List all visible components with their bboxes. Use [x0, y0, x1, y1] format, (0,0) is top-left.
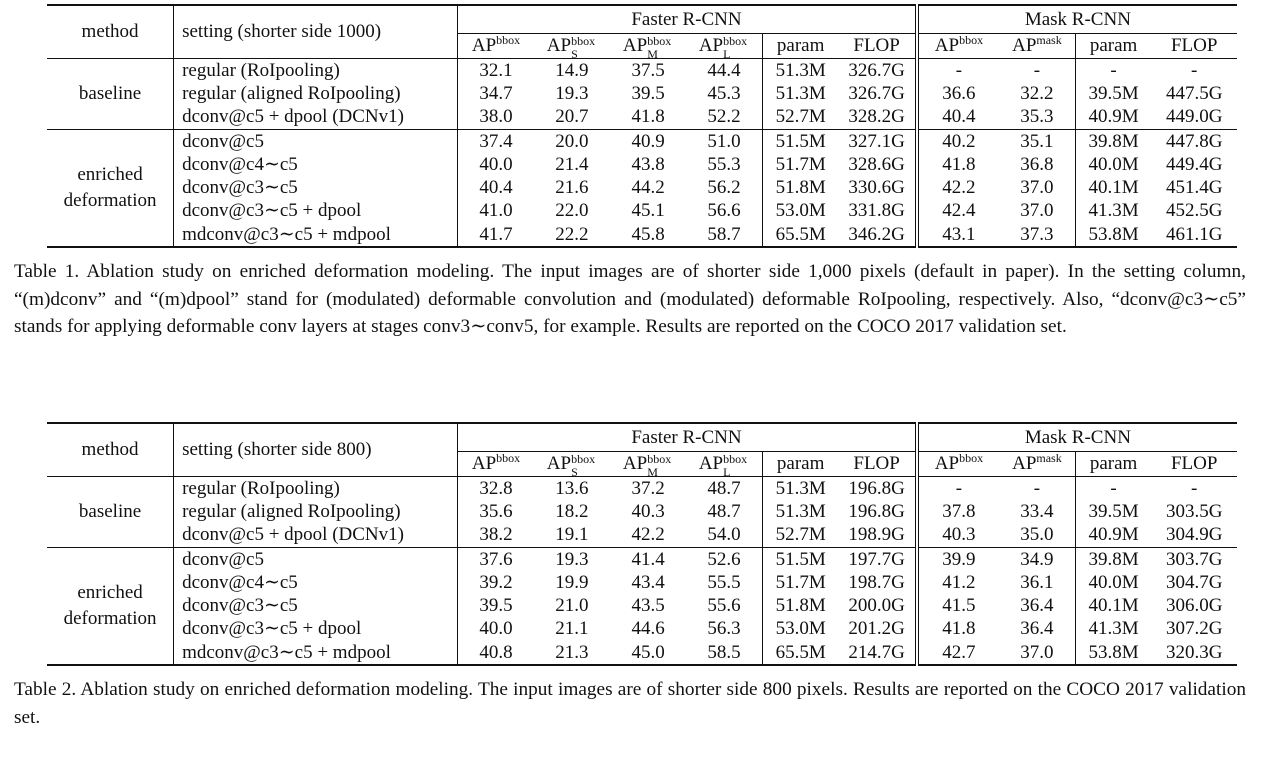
value-cell: 328.2G [848, 106, 905, 128]
header-row-1 [47, 5, 1237, 34]
table-caption: Table 1. Ablation study on enriched deformation modeling. The input images are of shorter side 1,000 pixels (default in paper). In the setting column, “(m)dconv” and “(m)dpool” stand for (modulated) deformable convolution and (modulated) deformable RoIpooling, respectively. Also, “dconv@c3∼c5” stands for applying deformable conv layers at stages conv3∼conv5, for example. Results are reported on the COCO 2017 validation set. [14, 261, 1246, 338]
value-cell: 43.8 [631, 153, 665, 175]
value-cell: 40.1M [1075, 176, 1151, 199]
value-cell: 42.7 [917, 641, 999, 665]
value-cell: 37.4 [458, 129, 534, 153]
value-cell: 51.3M [762, 82, 838, 105]
value-cell: 328.6G [848, 153, 905, 175]
value-cell: - [1191, 477, 1198, 499]
value-cell: 326.7G [848, 59, 905, 81]
method-header: method [47, 423, 174, 477]
ap-label: AP [1012, 453, 1037, 474]
table-row [47, 153, 1237, 176]
method-cell [47, 129, 174, 247]
table-row [47, 223, 1237, 247]
value-cell: 41.5 [917, 594, 999, 617]
value-cell: 39.5M [1075, 82, 1151, 105]
value-cell: 40.9M [1075, 524, 1151, 548]
col-mask-flop: FLOP [1151, 452, 1237, 477]
value-cell: 53.8M [1075, 223, 1151, 247]
value-cell: 42.4 [917, 200, 999, 223]
value-cell: 56.2 [707, 177, 741, 199]
value-cell: 55.3 [707, 153, 741, 175]
value-cell: - [1191, 59, 1198, 81]
value-cell: 22.0 [555, 200, 589, 222]
col-ap-m [610, 34, 686, 59]
ap-scripts [571, 35, 597, 57]
col-ap-l [686, 34, 762, 59]
value-cell: 40.4 [917, 106, 999, 130]
table-caption: Table 2. Ablation study on enriched deformation modeling. The input images are of shorter side 800 pixels. Results are reported on the COCO 2017 validation set. [14, 679, 1246, 728]
ap-label: AP [622, 35, 648, 56]
value-cell: 20.0 [534, 129, 610, 153]
value-cell: - [917, 59, 999, 83]
value-cell: 44.6 [631, 618, 665, 640]
value-cell: 32.8 [458, 477, 534, 501]
value-cell: 51.8M [762, 176, 838, 199]
value-cell: 40.0M [1075, 153, 1151, 176]
mask-rcnn-header: Mask R-CNN [917, 423, 1237, 452]
table-row [47, 176, 1237, 199]
method-label: baseline [78, 82, 142, 104]
table-row [47, 524, 1237, 548]
table-row [47, 129, 1237, 153]
setting-cell: dconv@c3∼c5 + dpool [174, 200, 458, 223]
setting-cell: dconv@c3∼c5 [174, 176, 458, 199]
value-cell: 37.2 [631, 477, 665, 499]
table-row [47, 571, 1237, 594]
value-cell: 58.7 [686, 223, 762, 247]
method-cell [47, 477, 174, 548]
value-cell: - [1033, 59, 1041, 81]
table-1-block [14, 4, 1246, 341]
setting-cell: regular (RoIpooling) [174, 477, 458, 501]
value-cell: 37.5 [631, 59, 665, 81]
value-cell: 52.6 [686, 547, 762, 571]
value-cell: 41.3M [1075, 618, 1151, 641]
value-cell: 40.3 [917, 524, 999, 548]
col-mask-ap-mask [999, 452, 1075, 477]
ap-label: AP [934, 453, 960, 474]
value-cell: 41.8 [631, 106, 665, 128]
value-cell: - [1075, 477, 1151, 501]
value-cell: 452.5G [1165, 200, 1223, 222]
value-cell: 40.1M [1075, 594, 1151, 617]
ap-superscript: bbox [723, 452, 748, 466]
ap-subscript: M [647, 465, 658, 477]
table-row [47, 547, 1237, 571]
ap-header-bbox [472, 35, 520, 56]
value-cell: 36.1 [1020, 571, 1054, 593]
value-cell: 52.7M [762, 524, 838, 548]
value-cell: 306.0G [1165, 595, 1223, 617]
col-param: param [762, 452, 838, 477]
ap-header-bbox [472, 453, 520, 474]
setting-cell: regular (aligned RoIpooling) [174, 500, 458, 523]
value-cell: 39.8M [1075, 129, 1151, 153]
table-row [47, 82, 1237, 105]
value-cell: 45.3 [707, 82, 741, 104]
value-cell: 200.0G [848, 595, 905, 617]
col-ap-m [610, 452, 686, 477]
value-cell: 51.3M [762, 477, 838, 501]
value-cell: 39.5 [458, 594, 534, 617]
value-cell: 32.1 [458, 59, 534, 83]
setting-cell: dconv@c3∼c5 + dpool [174, 618, 458, 641]
method-cell [47, 59, 174, 130]
value-cell: 40.8 [458, 641, 534, 665]
faster-rcnn-header: Faster R-CNN [458, 423, 917, 452]
value-cell: 37.8 [917, 500, 999, 523]
value-cell: 22.2 [534, 223, 610, 247]
ap-scripts [647, 35, 673, 57]
ap-label: AP [698, 453, 724, 474]
ap-superscript: bbox [959, 33, 984, 47]
col-flop: FLOP [838, 452, 916, 477]
value-cell: 38.2 [458, 524, 534, 548]
method-header: method [47, 5, 174, 59]
value-cell: 304.7G [1165, 571, 1223, 593]
value-cell: 44.2 [631, 177, 665, 199]
col-mask-param: param [1075, 452, 1151, 477]
col-param: param [762, 34, 838, 59]
table-row [47, 200, 1237, 223]
value-cell: 39.8M [1075, 547, 1151, 571]
value-cell: 307.2G [1165, 618, 1223, 640]
value-cell: 52.7M [762, 106, 838, 130]
col-ap-bbox [458, 34, 534, 59]
value-cell: 56.6 [707, 200, 741, 222]
ap-subscript: S [571, 47, 578, 59]
value-cell: 18.2 [555, 500, 589, 522]
ap-scripts [723, 453, 749, 475]
value-cell: 41.2 [917, 571, 999, 594]
value-cell: 40.0M [1075, 571, 1151, 594]
value-cell: 36.6 [917, 82, 999, 105]
results-table-1 [47, 4, 1237, 248]
value-cell: 19.1 [555, 524, 589, 546]
value-cell: 39.9 [917, 547, 999, 571]
ap-label: AP [1012, 35, 1037, 56]
col-mask-param: param [1075, 34, 1151, 59]
value-cell: 55.6 [707, 595, 741, 617]
value-cell: 43.5 [631, 595, 665, 617]
ap-superscript: bbox [647, 34, 672, 48]
value-cell: 56.3 [707, 618, 741, 640]
ap-header-m [622, 34, 673, 59]
ap-superscript: bbox [496, 33, 521, 47]
value-cell: 41.7 [458, 223, 534, 247]
value-cell: 19.3 [555, 82, 589, 104]
value-cell: 51.3M [762, 500, 838, 523]
method-label: baseline [78, 500, 142, 522]
value-cell: 37.6 [458, 547, 534, 571]
value-cell: 54.0 [707, 524, 741, 546]
value-cell: 19.3 [534, 547, 610, 571]
value-cell: 327.1G [838, 129, 916, 153]
ap-header-mask [1012, 453, 1062, 474]
setting-cell: dconv@c4∼c5 [174, 571, 458, 594]
value-cell: 37.0 [1020, 177, 1054, 199]
value-cell: 41.8 [917, 153, 999, 176]
setting-cell: regular (aligned RoIpooling) [174, 82, 458, 105]
col-mask-ap-bbox [917, 34, 999, 59]
table-row [47, 594, 1237, 617]
value-cell: 331.8G [848, 200, 905, 222]
ap-superscript: bbox [959, 451, 984, 465]
value-cell: 447.8G [1151, 129, 1237, 153]
value-cell: 58.5 [686, 641, 762, 665]
method-cell [47, 547, 174, 665]
setting-cell: regular (RoIpooling) [174, 59, 458, 83]
value-cell: 303.5G [1165, 500, 1223, 522]
ap-superscript: bbox [647, 452, 672, 466]
ap-header-bbox [935, 453, 983, 474]
value-cell: 449.0G [1165, 106, 1223, 128]
value-cell: 39.5 [631, 82, 665, 104]
value-cell: 42.2 [631, 524, 665, 546]
value-cell: 40.9M [1075, 106, 1151, 130]
value-cell: 461.1G [1151, 223, 1237, 247]
method-label-line1: enriched [77, 164, 143, 186]
mask-rcnn-header: Mask R-CNN [917, 5, 1237, 34]
ap-header-s [546, 452, 597, 477]
value-cell: 45.8 [610, 223, 686, 247]
ap-superscript: bbox [571, 452, 596, 466]
table-row [47, 59, 1237, 83]
method-label-line1: enriched [77, 582, 143, 604]
value-cell: 43.1 [917, 223, 999, 247]
value-cell: 45.1 [631, 200, 665, 222]
value-cell: 35.6 [458, 500, 534, 523]
value-cell: 196.8G [848, 477, 905, 499]
value-cell: 35.0 [1020, 524, 1054, 546]
value-cell: 44.4 [707, 59, 741, 81]
value-cell: 53.8M [1075, 641, 1151, 665]
value-cell: 20.7 [555, 106, 589, 128]
value-cell: 19.9 [555, 571, 589, 593]
method-label-line2: deformation [63, 190, 157, 212]
value-cell: 21.6 [555, 177, 589, 199]
setting-cell: dconv@c3∼c5 [174, 594, 458, 617]
value-cell: 40.3 [631, 500, 665, 522]
ap-subscript: L [723, 465, 731, 477]
value-cell: 53.0M [762, 200, 838, 223]
col-ap-s [534, 452, 610, 477]
setting-cell: mdconv@c3∼c5 + mdpool [174, 223, 458, 247]
ap-superscript: bbox [723, 34, 748, 48]
ap-label: AP [934, 35, 960, 56]
ap-label: AP [471, 35, 497, 56]
ap-subscript: M [647, 47, 658, 59]
value-cell: 65.5M [762, 223, 838, 247]
col-mask-ap-bbox [917, 452, 999, 477]
value-cell: 13.6 [555, 477, 589, 499]
ap-header-l [698, 452, 749, 477]
value-cell: 40.4 [458, 176, 534, 199]
value-cell: 37.3 [999, 223, 1075, 247]
value-cell: 35.3 [1020, 106, 1054, 128]
ap-header-bbox [935, 35, 983, 56]
setting-cell: mdconv@c3∼c5 + mdpool [174, 641, 458, 665]
ap-superscript: mask [1036, 33, 1062, 47]
value-cell: 21.1 [555, 618, 589, 640]
value-cell: - [1075, 59, 1151, 83]
method-label-line2: deformation [63, 608, 157, 630]
value-cell: 41.3M [1075, 200, 1151, 223]
ap-label: AP [546, 35, 572, 56]
value-cell: 40.0 [458, 153, 534, 176]
value-cell: 330.6G [848, 177, 905, 199]
value-cell: 36.8 [1020, 153, 1054, 175]
value-cell: 33.4 [1020, 500, 1054, 522]
value-cell: 198.7G [848, 571, 905, 593]
value-cell: 51.3M [762, 59, 838, 83]
ap-label: AP [471, 453, 497, 474]
ap-label: AP [622, 453, 648, 474]
value-cell: 39.2 [458, 571, 534, 594]
value-cell: - [917, 477, 999, 501]
value-cell: 45.0 [610, 641, 686, 665]
value-cell: 35.1 [999, 129, 1075, 153]
value-cell: 43.4 [631, 571, 665, 593]
value-cell: 198.9G [848, 524, 905, 546]
ap-scripts [571, 453, 597, 475]
value-cell: 42.2 [917, 176, 999, 199]
col-mask-ap-mask [999, 34, 1075, 59]
value-cell: 52.2 [707, 106, 741, 128]
value-cell: 37.0 [1020, 200, 1054, 222]
col-ap-s [534, 34, 610, 59]
value-cell: 51.7M [762, 571, 838, 594]
setting-header: setting (shorter side 800) [174, 423, 458, 477]
value-cell: 21.3 [534, 641, 610, 665]
value-cell: 201.2G [848, 618, 905, 640]
value-cell: 346.2G [838, 223, 916, 247]
col-ap-bbox [458, 452, 534, 477]
table-row [47, 618, 1237, 641]
table-2-block [14, 422, 1246, 731]
value-cell: 65.5M [762, 641, 838, 665]
value-cell: 51.8M [762, 594, 838, 617]
table-row [47, 477, 1237, 501]
value-cell: 38.0 [458, 106, 534, 130]
col-flop: FLOP [838, 34, 916, 59]
value-cell: 55.5 [707, 571, 741, 593]
ap-subscript: L [723, 47, 731, 59]
value-cell: 34.9 [999, 547, 1075, 571]
header-row-1 [47, 423, 1237, 452]
setting-header: setting (shorter side 1000) [174, 5, 458, 59]
value-cell: 303.7G [1151, 547, 1237, 571]
ap-scripts [723, 35, 749, 57]
ap-header-m [622, 452, 673, 477]
value-cell: 451.4G [1165, 177, 1223, 199]
ap-superscript: bbox [496, 451, 521, 465]
value-cell: - [1033, 477, 1041, 499]
value-cell: 449.4G [1165, 153, 1223, 175]
setting-cell: dconv@c5 [174, 547, 458, 571]
value-cell: 51.5M [762, 547, 838, 571]
table-row [47, 641, 1237, 665]
value-cell: 14.9 [555, 59, 589, 81]
setting-cell: dconv@c5 [174, 129, 458, 153]
ap-superscript: mask [1036, 451, 1062, 465]
value-cell: 40.0 [458, 618, 534, 641]
value-cell: 51.7M [762, 153, 838, 176]
value-cell: 51.0 [686, 129, 762, 153]
value-cell: 304.9G [1165, 524, 1223, 546]
table-row [47, 106, 1237, 130]
ap-header-mask [1012, 35, 1062, 56]
value-cell: 36.4 [1020, 618, 1054, 640]
table-row [47, 500, 1237, 523]
value-cell: 32.2 [1020, 82, 1054, 104]
faster-rcnn-header: Faster R-CNN [458, 5, 917, 34]
value-cell: 447.5G [1165, 82, 1223, 104]
value-cell: 326.7G [848, 82, 905, 104]
ap-header-s [546, 34, 597, 59]
value-cell: 40.9 [610, 129, 686, 153]
value-cell: 41.8 [917, 618, 999, 641]
value-cell: 214.7G [838, 641, 916, 665]
ap-header-l [698, 34, 749, 59]
value-cell: 196.8G [848, 500, 905, 522]
value-cell: 39.5M [1075, 500, 1151, 523]
value-cell: 40.2 [917, 129, 999, 153]
value-cell: 51.5M [762, 129, 838, 153]
value-cell: 41.0 [458, 200, 534, 223]
value-cell: 48.7 [707, 500, 741, 522]
results-table-2 [47, 422, 1237, 666]
value-cell: 320.3G [1151, 641, 1237, 665]
value-cell: 37.0 [999, 641, 1075, 665]
value-cell: 53.0M [762, 618, 838, 641]
col-mask-flop: FLOP [1151, 34, 1237, 59]
value-cell: 21.4 [555, 153, 589, 175]
ap-label: AP [698, 35, 724, 56]
setting-cell: dconv@c4∼c5 [174, 153, 458, 176]
value-cell: 34.7 [458, 82, 534, 105]
setting-cell: dconv@c5 + dpool (DCNv1) [174, 106, 458, 130]
value-cell: 36.4 [1020, 595, 1054, 617]
ap-superscript: bbox [571, 34, 596, 48]
col-ap-l [686, 452, 762, 477]
value-cell: 21.0 [555, 595, 589, 617]
ap-label: AP [546, 453, 572, 474]
value-cell: 48.7 [707, 477, 741, 499]
value-cell: 197.7G [838, 547, 916, 571]
ap-scripts [647, 453, 673, 475]
ap-subscript: S [571, 465, 578, 477]
setting-cell: dconv@c5 + dpool (DCNv1) [174, 524, 458, 548]
value-cell: 41.4 [610, 547, 686, 571]
